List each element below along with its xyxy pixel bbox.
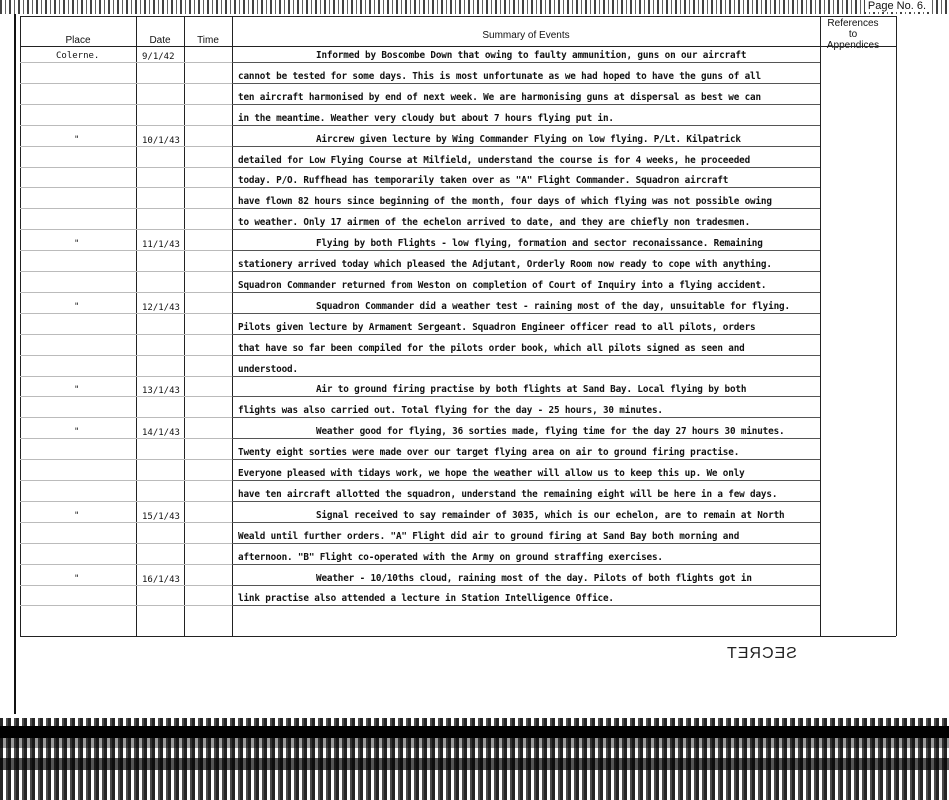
line-rule [232,104,820,105]
entry-date: 14/1/43 [142,428,180,439]
line-rule-left [20,250,232,251]
entry-line: in the meantime. Weather very cloudy but about 7 hours flying put in. [238,112,614,124]
line-rule [232,146,820,147]
entry-date: 15/1/43 [142,511,180,522]
line-rule-left [20,334,232,335]
line-rule [232,396,820,397]
line-rule-left [20,104,232,105]
entry-line: link practise also attended a lecture in Station Intelligence Office. [238,593,614,605]
operations-record-table [20,16,896,636]
entry-date: 10/1/43 [142,135,180,146]
line-rule [232,250,820,251]
entry-line: flights was also carried out. Total flying for the day - 25 hours, 30 minutes. [238,405,663,417]
entry-line: Weald until further orders. "A" Flight did air to ground firing at Sand Bay both morning and [238,530,740,542]
line-rule [232,125,820,126]
line-rule [232,376,820,377]
line-rule-left [20,417,232,418]
entry-line: Squadron Commander returned from Weston on completion of Court of Inquiry into a flying accident. [238,279,767,291]
entry-line: that have so far been compiled for the pilots order book, which all pilots signed as seen and [238,342,745,354]
line-rule [232,313,820,314]
header-references: References to [827,18,879,40]
line-rule [232,208,820,209]
entry-place: " [74,134,80,145]
column-rule [820,16,821,636]
column-rule [896,16,897,636]
line-rule [232,187,820,188]
scan-noise-bottom [0,718,949,800]
entry-line: Air to ground firing practise by both flights at Sand Bay. Local flying by both [316,384,747,396]
entry-line: cannot be tested for some days. This is most unfortunate as we had hoped to have the guns of all [238,70,761,82]
entry-place: " [74,510,80,521]
bottom-rule [20,636,896,637]
page-number: Page No. 6. [865,0,929,12]
line-rule-left [20,480,232,481]
entry-line: Aircrew given lecture by Wing Commander Flying on low flying. P/Lt. Kilpatrick [316,133,741,145]
entry-line: afternoon. "B" Flight co-operated with the Army on ground straffing exercises. [238,551,663,563]
entry-line: ten aircraft harmonised by end of next week. We are harmonising guns at dispersal as best we can [238,91,761,103]
line-rule-left [20,62,232,63]
entry-place: Colerne. [56,51,100,61]
entry-line: Weather - 10/10ths cloud, raining most of the day. Pilots of both flights got in [316,572,752,584]
line-rule [232,334,820,335]
entry-line: Squadron Commander did a weather test - raining most of the day, unsuitable for flying. [316,300,790,312]
entry-line: today. P/O. Ruffhead has temporarily taken over as "A" Flight Commander. Squadron aircraft [238,175,729,187]
line-rule [232,271,820,272]
entry-date: 16/1/43 [142,574,180,585]
entry-date: 9/1/42 [142,52,175,62]
line-rule-left [20,271,232,272]
line-rule-left [20,83,232,84]
line-rule [232,438,820,439]
entry-place: " [74,239,80,250]
entry-line: stationery arrived today which pleased the Adjutant, Orderly Room now ready to cope with anything. [238,259,772,270]
entry-line: Everyone pleased with tidays work, we hope the weather will allow us to keep this up. We only [238,468,745,479]
line-rule-left [20,459,232,460]
entry-place: " [74,301,80,312]
entry-line: Flying by both Flights - low flying, formation and sector reconaissance. Remaining [316,238,763,250]
line-rule [232,417,820,418]
entry-line: understood. [238,363,298,375]
entry-line: detailed for Low Flying Course at Milfield, understand the course is for 4 weeks, he proceeded [238,154,751,166]
line-rule-left [20,501,232,502]
entry-date: 13/1/43 [142,386,180,397]
entry-line: Pilots given lecture by Armament Sergeant. Squadron Engineer officer read to all pilots, orders [238,321,756,333]
line-rule-left [20,167,232,168]
entry-place: " [74,385,80,396]
line-rule-left [20,125,232,126]
line-rule-left [20,355,232,356]
line-rule-left [20,376,232,377]
line-rule [232,501,820,502]
line-rule-left [20,292,232,293]
line-rule [232,167,820,168]
entry-date: 11/1/43 [142,240,180,251]
header-summary: Summary of Events [482,30,570,41]
header-time: Time [197,35,219,46]
line-rule-left [20,438,232,439]
header-rule [20,46,896,47]
entry-place: " [74,573,80,584]
line-rule-left [20,543,232,544]
line-rule-left [20,585,232,586]
scan-noise-top [0,0,949,14]
line-rule [232,480,820,481]
entry-line: have flown 82 hours since beginning of the month, four days of which flying was not possible owing [238,196,772,208]
entry-line: Twenty eight sorties were made over our target flying area on air to ground firing practise. [238,447,740,459]
entry-line: Weather good for flying, 36 sorties made, flying time for the day 27 hours 30 minutes. [316,426,785,438]
line-rule [232,355,820,356]
line-rule-left [20,396,232,397]
line-rule-left [20,187,232,188]
line-rule [232,564,820,565]
line-rule [232,585,820,586]
line-rule [232,292,820,293]
line-rule-left [20,208,232,209]
line-rule [232,543,820,544]
line-rule [232,522,820,523]
line-rule [232,62,820,63]
page-edge [14,14,16,714]
line-rule [232,459,820,460]
line-rule-left [20,146,232,147]
header-rule [20,16,896,17]
line-rule-left [20,229,232,230]
line-rule-left [20,605,232,606]
header-place: Place [65,35,91,46]
entry-date: 12/1/43 [142,302,180,313]
line-rule [232,229,820,230]
entry-line: have ten aircraft allotted the squadron, understand the remaining eight will be here in a few days. [238,488,778,500]
entry-line: to weather. Only 17 airmen of the echelon arrived to date, and they are chiefly non tradesmen. [238,217,751,229]
line-rule [232,605,820,606]
line-rule-left [20,313,232,314]
line-rule-left [20,522,232,523]
line-rule-left [20,564,232,565]
entry-place: " [74,427,80,438]
header-date: Date [149,35,171,46]
entry-line: Informed by Boscombe Down that owing to faulty ammunition, guns on our aircraft [316,50,747,61]
line-rule [232,83,820,84]
secret-stamp: SECRET [726,645,797,662]
entry-line: Signal received to say remainder of 3035, which is our echelon, are to remain at North [316,509,785,521]
